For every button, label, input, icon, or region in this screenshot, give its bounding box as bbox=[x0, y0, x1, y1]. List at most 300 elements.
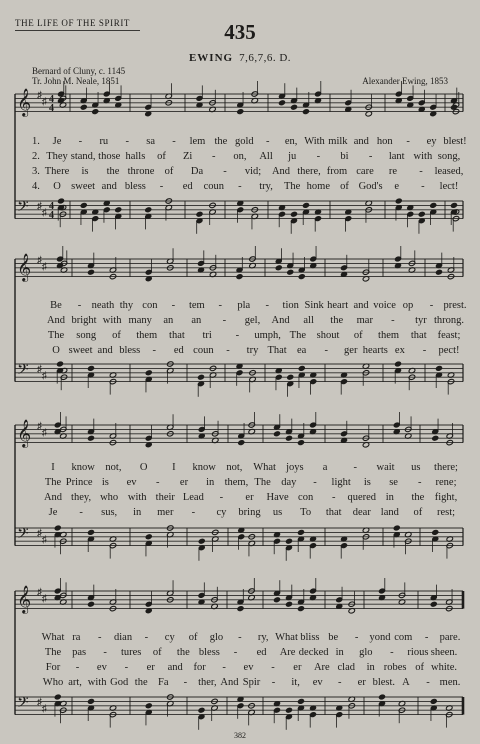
lyric-syllable: the bbox=[330, 315, 344, 326]
lyric-syllable: of bbox=[152, 647, 162, 658]
lyric-syllable: gold bbox=[234, 136, 254, 147]
verse-line bbox=[0, 181, 480, 194]
lyric-syllable: gel, bbox=[244, 315, 261, 326]
lyric-syllable: - bbox=[78, 136, 83, 147]
lyric-syllable: bring bbox=[238, 507, 261, 518]
lyric-syllable: hearts bbox=[362, 345, 388, 356]
tenor-note bbox=[145, 534, 152, 540]
lyric-syllable: - bbox=[324, 345, 328, 356]
tenor-note bbox=[198, 538, 205, 544]
lyric-syllable: sheen. bbox=[430, 647, 458, 658]
lyric-syllable: - bbox=[238, 632, 242, 643]
lyric-syllable: Are bbox=[313, 662, 330, 673]
sharp-icon: ♯ bbox=[42, 427, 47, 439]
lyric-syllable: stand, bbox=[70, 151, 96, 162]
sharp-icon: ♯ bbox=[37, 421, 42, 432]
lyric-syllable: Spir bbox=[242, 677, 261, 688]
lyric-syllable: milk bbox=[328, 136, 348, 147]
tenor-note bbox=[197, 374, 204, 380]
lyric-syllable: pla bbox=[237, 300, 251, 311]
lyric-syllable: That bbox=[267, 345, 287, 356]
lyric-syllable: - bbox=[125, 136, 129, 147]
lyric-syllable: wait bbox=[376, 462, 395, 473]
lyric-syllable: The bbox=[47, 330, 65, 341]
tenor-note bbox=[87, 365, 94, 371]
sharp-icon: ♯ bbox=[42, 703, 47, 715]
lyric-syllable: of bbox=[112, 330, 121, 341]
lyric-syllable: song, bbox=[437, 151, 461, 162]
tenor-note bbox=[450, 202, 457, 208]
lyric-syllable: - bbox=[265, 300, 269, 311]
lyric-syllable: - bbox=[354, 632, 359, 643]
lyric-syllable: and bbox=[353, 136, 369, 147]
lyric-syllable: - bbox=[222, 315, 227, 326]
lyric-syllable: them bbox=[136, 330, 158, 341]
alto-note bbox=[237, 108, 244, 114]
tenor-note bbox=[298, 365, 305, 371]
tenor-note bbox=[145, 703, 152, 709]
lyric-syllable: I bbox=[172, 462, 176, 473]
verse-line bbox=[0, 166, 480, 179]
translator-credit: Tr. John M. Neale, 1851 bbox=[32, 76, 120, 86]
lyric-syllable: - bbox=[97, 632, 102, 643]
alto-note bbox=[297, 605, 304, 611]
alto-note bbox=[302, 108, 309, 114]
lyric-syllable: ther, bbox=[198, 677, 217, 688]
lyric-syllable: dian bbox=[114, 632, 133, 643]
verse-line bbox=[0, 345, 480, 358]
lyric-syllable: that bbox=[169, 330, 185, 341]
lyric-syllable: glo bbox=[359, 647, 373, 658]
lyric-syllable: cy bbox=[216, 507, 227, 518]
lyric-syllable: on, bbox=[233, 151, 247, 162]
lyric-syllable: - bbox=[223, 166, 227, 177]
lyric-syllable: for bbox=[193, 662, 206, 673]
verse-line bbox=[0, 300, 480, 313]
verse-line bbox=[0, 136, 480, 149]
lyric-syllable: voice bbox=[373, 300, 396, 311]
bass-clef-icon: 𝄢 bbox=[17, 694, 29, 715]
lyric-syllable: throng. bbox=[433, 315, 465, 326]
lyric-syllable: - bbox=[421, 181, 425, 192]
lyric-syllable: cy bbox=[164, 632, 175, 643]
lyric-syllable: the bbox=[214, 136, 228, 147]
sharp-icon: ♯ bbox=[37, 528, 42, 539]
lyric-syllable: the bbox=[411, 492, 425, 503]
lyric-syllable: in bbox=[385, 492, 394, 503]
lyric-syllable: op bbox=[402, 300, 414, 311]
lyric-syllable: The bbox=[289, 330, 307, 341]
lyric-syllable: And bbox=[43, 492, 63, 503]
alto-note bbox=[285, 601, 292, 607]
lyric-syllable: bless bbox=[124, 181, 146, 192]
lyric-syllable: er bbox=[245, 492, 254, 503]
verse-line bbox=[0, 330, 480, 343]
lyric-syllable: an bbox=[163, 315, 174, 326]
tenor-note bbox=[196, 211, 203, 217]
lyric-syllable: light bbox=[331, 477, 351, 488]
lyric-syllable: er bbox=[357, 677, 366, 688]
lyric-syllable: that bbox=[325, 507, 342, 518]
lyric-syllable: home bbox=[306, 181, 330, 192]
hymn-number: 435 bbox=[224, 20, 256, 44]
alto-note bbox=[432, 435, 439, 441]
lyric-syllable: se bbox=[389, 477, 398, 488]
lyric-syllable: - bbox=[418, 477, 422, 488]
lyric-syllable: the bbox=[176, 647, 190, 658]
lyric-syllable: shout bbox=[316, 330, 340, 341]
lyric-syllable: quered bbox=[347, 492, 377, 503]
lyric-syllable: ev bbox=[126, 477, 137, 488]
tenor-note bbox=[287, 374, 294, 380]
tenor-note bbox=[54, 694, 61, 700]
lyric-syllable: ed bbox=[256, 647, 267, 658]
lyric-syllable: - bbox=[77, 300, 82, 311]
lyric-syllable: bright bbox=[71, 315, 97, 326]
lyric-syllable: - bbox=[156, 477, 160, 488]
lyric-syllable: there; bbox=[434, 462, 458, 473]
lyric-syllable: bi bbox=[340, 151, 349, 162]
lyric-syllable: their bbox=[155, 492, 175, 503]
tenor-note bbox=[430, 202, 437, 208]
lyric-syllable: And bbox=[220, 677, 239, 688]
lyric-syllable: pect! bbox=[438, 345, 460, 356]
lyric-syllable: hon bbox=[376, 136, 393, 147]
lyric-syllable: Zi bbox=[182, 151, 193, 162]
lyric-syllable: yond bbox=[369, 632, 391, 643]
lyric-syllable: care bbox=[356, 166, 374, 177]
lyric-syllable: heart bbox=[327, 300, 349, 311]
lyric-syllable: and bbox=[167, 662, 183, 673]
lyric-syllable: They bbox=[46, 151, 68, 162]
lyric-syllable: of bbox=[188, 632, 198, 643]
lyric-syllable: ed bbox=[173, 345, 184, 356]
lyric-syllable: Be bbox=[50, 300, 62, 311]
lyric-syllable: - bbox=[212, 151, 216, 162]
lyric-syllable: - bbox=[271, 662, 275, 673]
lyric-syllable: with bbox=[127, 492, 147, 503]
tenor-note bbox=[115, 207, 122, 213]
lyric-syllable: with bbox=[102, 315, 122, 326]
sharp-icon: ♯ bbox=[37, 587, 42, 598]
lyric-syllable: A bbox=[402, 677, 410, 688]
lyric-syllable: who bbox=[100, 492, 119, 503]
lyric-syllable: of bbox=[340, 181, 349, 192]
alto-note bbox=[285, 435, 292, 441]
time-signature: 4 bbox=[49, 201, 54, 212]
tenor-note bbox=[57, 198, 64, 204]
lyric-syllable: - bbox=[144, 632, 149, 643]
lyric-syllable: For bbox=[45, 662, 61, 673]
lyric-syllable: white. bbox=[431, 662, 457, 673]
lyric-syllable: Who bbox=[42, 677, 64, 688]
lyric-syllable: er bbox=[146, 662, 155, 673]
lyric-syllable: of bbox=[157, 151, 166, 162]
lyric-syllable: in bbox=[335, 647, 344, 658]
tenor-note bbox=[395, 198, 402, 204]
lyric-syllable: lant bbox=[388, 151, 405, 162]
lyric-syllable: What bbox=[253, 462, 276, 473]
lyric-syllable: - bbox=[152, 345, 156, 356]
time-signature: 4 bbox=[49, 210, 54, 221]
lyric-syllable: er bbox=[179, 477, 189, 488]
tenor-note bbox=[297, 529, 304, 535]
verse-line bbox=[0, 492, 480, 505]
tenor-note bbox=[87, 698, 94, 704]
lyric-syllable: sus, bbox=[101, 507, 118, 518]
lyric-syllable: mar bbox=[356, 315, 373, 326]
lyric-syllable: is bbox=[363, 477, 371, 488]
lyric-syllable: - bbox=[419, 166, 423, 177]
lyric-syllable: leased, bbox=[434, 166, 464, 177]
lyric-syllable: sweet bbox=[71, 181, 96, 192]
page-number: 382 bbox=[234, 731, 246, 740]
lyric-syllable: tri bbox=[202, 330, 212, 341]
lyric-syllable: in bbox=[206, 477, 215, 488]
alto-note bbox=[236, 273, 243, 279]
lyric-syllable: - bbox=[235, 330, 240, 341]
lyric-syllable: the bbox=[134, 677, 148, 688]
lyric-syllable: coun bbox=[193, 345, 214, 356]
treble-clef-icon: 𝄞 bbox=[17, 253, 32, 281]
verse-line bbox=[0, 507, 480, 520]
tenor-note bbox=[80, 202, 87, 208]
lyric-syllable: - bbox=[172, 136, 176, 147]
lyric-syllable: O bbox=[52, 345, 60, 356]
alto-note bbox=[297, 439, 304, 445]
lyric-syllable: Prince bbox=[65, 477, 93, 488]
lyric-syllable: Sink bbox=[304, 300, 324, 311]
verse-line bbox=[0, 315, 480, 328]
lyric-syllable: ju bbox=[288, 151, 297, 162]
lyric-syllable: And bbox=[271, 315, 290, 326]
bass-clef-icon: 𝄢 bbox=[17, 525, 29, 546]
lyric-syllable: ed bbox=[182, 181, 193, 192]
lyric-syllable: fight, bbox=[434, 492, 458, 503]
alto-note bbox=[275, 265, 282, 271]
lyric-syllable: God's bbox=[358, 181, 383, 192]
lyric-syllable: is bbox=[81, 166, 89, 177]
alto-note bbox=[278, 100, 285, 106]
lyric-syllable: bless bbox=[119, 345, 141, 356]
verse-line bbox=[0, 151, 480, 164]
lyric-syllable: ea bbox=[296, 345, 307, 356]
alto-note bbox=[92, 108, 99, 114]
lyric-syllable: tures bbox=[120, 647, 142, 658]
lyric-syllable: - bbox=[75, 662, 80, 673]
lyric-syllable: halls bbox=[125, 151, 146, 162]
tenor-note bbox=[430, 698, 437, 704]
sharp-icon: ♯ bbox=[37, 364, 42, 375]
lyric-syllable: All bbox=[259, 151, 273, 162]
verse-number: 3. bbox=[32, 166, 40, 177]
lyric-syllable: ra bbox=[72, 632, 81, 643]
lyric-syllable: many bbox=[128, 315, 152, 326]
lyric-syllable: ey bbox=[426, 136, 437, 147]
lyric-syllable: Are bbox=[279, 647, 296, 658]
lyric-syllable: Da bbox=[190, 166, 204, 177]
lyric-syllable: try bbox=[246, 345, 259, 356]
lyric-syllable: O bbox=[139, 462, 148, 473]
treble-clef-icon: 𝄞 bbox=[17, 585, 32, 613]
lyric-syllable: of bbox=[164, 166, 174, 177]
lyric-syllable: bliss bbox=[300, 632, 320, 643]
lyric-syllable: us bbox=[272, 507, 283, 518]
tenor-note bbox=[302, 202, 309, 208]
lyric-syllable: neath bbox=[91, 300, 115, 311]
lyric-syllable: an bbox=[191, 315, 202, 326]
sharp-icon: ♯ bbox=[42, 370, 47, 382]
lyric-syllable: - bbox=[222, 662, 226, 673]
lyric-syllable: - bbox=[219, 492, 224, 503]
time-signature: 4 bbox=[49, 103, 54, 114]
lyric-syllable: with bbox=[413, 151, 433, 162]
tenor-note bbox=[297, 698, 304, 704]
lyric-syllable: robes bbox=[383, 662, 407, 673]
lyric-syllable: re bbox=[388, 166, 398, 177]
lyric-syllable: - bbox=[233, 647, 238, 658]
lyric-syllable: - bbox=[391, 315, 395, 326]
sharp-icon: ♯ bbox=[37, 90, 42, 101]
lyric-syllable: those bbox=[98, 151, 121, 162]
lyric-syllable: e bbox=[394, 181, 400, 192]
sharp-icon: ♯ bbox=[42, 261, 47, 273]
lyric-syllable: Have bbox=[266, 492, 289, 503]
lyric-syllable: thy bbox=[119, 300, 134, 311]
lyric-syllable: I bbox=[51, 462, 55, 473]
tenor-note bbox=[394, 361, 401, 367]
sharp-icon: ♯ bbox=[42, 96, 47, 108]
lyric-syllable: - bbox=[424, 632, 429, 643]
lyric-syllable: What bbox=[275, 632, 298, 643]
lyric-syllable: - bbox=[226, 345, 230, 356]
lyric-syllable: they, bbox=[71, 492, 92, 503]
lyric-syllable: ev bbox=[96, 662, 107, 673]
lyric-syllable: rene; bbox=[435, 477, 457, 488]
lyric-syllable: try, bbox=[259, 181, 273, 192]
lyric-syllable: - bbox=[79, 507, 83, 518]
lyric-syllable: bless bbox=[198, 647, 220, 658]
sharp-icon: ♯ bbox=[42, 534, 47, 546]
tune-name: EWING bbox=[188, 52, 234, 64]
tenor-note bbox=[285, 538, 292, 544]
lyric-syllable: - bbox=[183, 677, 188, 688]
lyric-syllable: decked bbox=[298, 647, 329, 658]
treble-clef-icon: 𝄞 bbox=[17, 88, 32, 116]
alto-note bbox=[430, 601, 437, 607]
lyric-syllable: - bbox=[191, 507, 196, 518]
lyric-syllable: - bbox=[331, 492, 336, 503]
tenor-note bbox=[378, 694, 385, 700]
lyric-syllable: pare. bbox=[439, 632, 461, 643]
lyric-syllable: feast; bbox=[437, 330, 461, 341]
alto-note bbox=[287, 269, 294, 275]
verse-number: 1. bbox=[32, 136, 40, 147]
bass-clef-icon: 𝄢 bbox=[17, 198, 29, 219]
tenor-note bbox=[54, 525, 61, 531]
lyric-syllable: not, bbox=[105, 462, 122, 473]
lyric-syllable: lem bbox=[189, 136, 206, 147]
tenor-note bbox=[290, 211, 297, 217]
tenor-note bbox=[435, 365, 442, 371]
lyric-syllable: - bbox=[218, 300, 223, 311]
treble-clef-icon: 𝄞 bbox=[17, 419, 32, 447]
lyric-syllable: and bbox=[101, 181, 117, 192]
lyric-syllable: in bbox=[133, 507, 142, 518]
alto-note bbox=[298, 273, 305, 279]
lyric-syllable: Fa bbox=[158, 677, 169, 688]
lyric-syllable: The bbox=[254, 477, 271, 488]
bass-clef-icon: 𝄢 bbox=[17, 361, 29, 382]
lyric-syllable: - bbox=[103, 647, 107, 658]
lyric-syllable: day bbox=[281, 477, 297, 488]
verse-line bbox=[0, 632, 480, 645]
lyric-syllable: men. bbox=[439, 677, 461, 688]
alto-note bbox=[237, 605, 244, 611]
sharp-icon: ♯ bbox=[37, 255, 42, 266]
alto-note bbox=[435, 269, 442, 275]
lyric-syllable: know bbox=[71, 462, 95, 473]
lyric-syllable: And bbox=[46, 315, 66, 326]
lyric-syllable: - bbox=[316, 151, 321, 162]
lyric-syllable: con bbox=[142, 300, 158, 311]
lyric-syllable: us bbox=[411, 462, 421, 473]
lyric-syllable: clad bbox=[337, 662, 355, 673]
alto-note bbox=[87, 435, 94, 441]
lyric-syllable: it, bbox=[291, 677, 300, 688]
lyric-syllable: there, bbox=[297, 166, 321, 177]
lyric-syllable: - bbox=[265, 136, 270, 147]
lyric-syllable: with bbox=[87, 677, 107, 688]
lyric-syllable: The bbox=[284, 181, 301, 192]
lyric-syllable: song bbox=[76, 330, 97, 341]
lyric-syllable: that bbox=[410, 330, 427, 341]
lyric-syllable: - bbox=[429, 300, 434, 311]
lyric-syllable: of bbox=[353, 330, 363, 341]
lyric-syllable: God bbox=[110, 677, 129, 688]
lyric-syllable: Je bbox=[48, 507, 58, 518]
lyric-syllable: - bbox=[124, 662, 129, 673]
lyric-syllable: and bbox=[97, 345, 113, 356]
lyric-syllable: of bbox=[415, 662, 424, 673]
lyric-syllable: mer bbox=[157, 507, 174, 518]
lyric-syllable: land bbox=[380, 507, 399, 518]
lyric-syllable: ru bbox=[99, 136, 109, 147]
lyric-syllable: umph, bbox=[254, 330, 281, 341]
lyric-syllable: - bbox=[353, 462, 358, 473]
lyric-syllable: sa bbox=[146, 136, 156, 147]
lyric-syllable: dear bbox=[352, 507, 371, 518]
lyric-syllable: Je bbox=[52, 136, 62, 147]
lyric-syllable: And bbox=[271, 166, 291, 177]
verse-line bbox=[0, 477, 480, 490]
lyric-syllable: art, bbox=[68, 677, 82, 688]
lyric-syllable: in bbox=[366, 662, 375, 673]
lyric-syllable: Lead bbox=[182, 492, 204, 503]
lyric-syllable: - bbox=[337, 677, 342, 688]
sharp-icon: ♯ bbox=[42, 593, 47, 605]
sharp-icon: ♯ bbox=[37, 201, 42, 212]
lyric-syllable: - bbox=[368, 151, 373, 162]
lyric-syllable: ger bbox=[344, 345, 358, 356]
lyric-syllable: con bbox=[298, 492, 314, 503]
lyric-syllable: glo bbox=[209, 632, 224, 643]
lyric-syllable: is bbox=[101, 477, 109, 488]
lyric-syllable: a bbox=[322, 462, 328, 473]
tenor-note bbox=[393, 525, 400, 531]
lyric-syllable: rious bbox=[407, 647, 429, 658]
tenor-note bbox=[145, 207, 152, 213]
